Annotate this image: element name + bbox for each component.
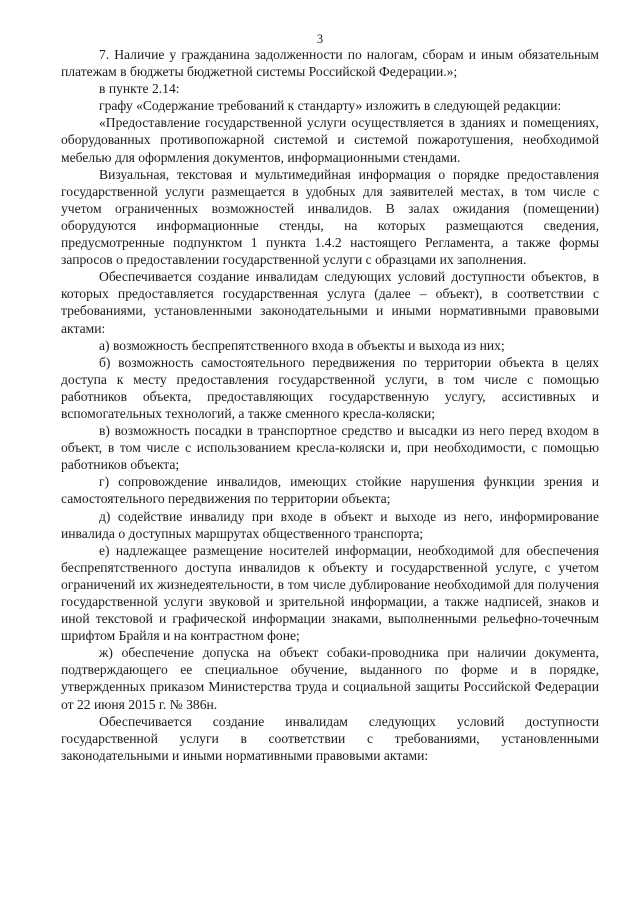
list-item-g: г) сопровождение инвалидов, имеющих стойкие нарушения функции зрения и самостоятельного передвижения по территории объекта; <box>61 474 599 507</box>
list-item-b: б) возможность самостоятельного передвижения по территории объекта в целях доступа к месту предоставления государственной услуги, в том числе с помощью работников объекта, предоставляющих государственную услугу, ассистивных и вспомогательных технологий, а также сменного кресла-коляски; <box>61 354 599 421</box>
paragraph-information: Визуальная, текстовая и мультимедийная информация о порядке предоставления государственной услуги размещается в удобных для заявителей местах, в том числе с учетом ограниченных возможностей инвалидов. В залах ожидания (помещении) оборудуются информационные стенды, на которых размещаются сведения, предусмотренные подпунктом 1 пункта 1.4.2 настоящего Регламента, а также формы запросов о предоставлении государственной услуги с образцами их заполнения. <box>61 166 599 268</box>
paragraph-accessibility-service: Обеспечивается создание инвалидам следующих условий доступности государственной услуги в соответствии с требованиями, установленными законодательными и иными нормативными правовыми актами: <box>61 713 599 763</box>
page-number: 3 <box>316 32 324 46</box>
paragraph-premises: «Предоставление государственной услуги осуществляется в зданиях и помещениях, оборудованных противопожарной системой и системой пожаротушения, необходимой мебелью для оформления документов, информационными стендами. <box>61 115 599 165</box>
paragraph-standard-requirements: графу «Содержание требований к стандарту» изложить в следующей редакции: <box>99 98 562 114</box>
list-item-a: а) возможность беспрепятственного входа в объекты и выхода из них; <box>99 337 505 353</box>
list-item-e: е) надлежащее размещение носителей информации, необходимой для обеспечения беспрепятственного доступа инвалидов к объекту и государственной услуге, с учетом ограничений их жизнедеятельности, в том числе дублирование необходимой для получения государственной услуги звуковой и зрительной информации, а также надписей, знаков и иной текстовой и графической информации знаками, выполненными рельефно-точечным шрифтом Брайля и на контрастном фоне; <box>61 542 599 644</box>
list-item-zh: ж) обеспечение допуска на объект собаки-проводника при наличии документа, подтверждающего ее специальное обучение, выданного по форме и в порядке, утвержденных приказом Министерства труда и социальной защиты Российской Федерации от 22 июня 2015 г. № 386н. <box>61 645 599 712</box>
document-body <box>61 46 599 764</box>
paragraph-clause-2-14: в пункте 2.14: <box>99 81 180 97</box>
list-item-v: в) возможность посадки в транспортное средство и высадки из него перед входом в объект, в том числе с использованием кресла-коляски и, при необходимости, с помощью работников объекта; <box>61 423 599 473</box>
list-item-d: д) содействие инвалиду при входе в объект и выходе из него, информирование инвалида о доступных маршрутах общественного транспорта; <box>61 508 599 541</box>
paragraph-debt-clause: 7. Наличие у гражданина задолженности по налогам, сборам и иным обязательным платежам в бюджеты бюджетной системы Российской Федерации.»; <box>61 47 599 80</box>
paragraph-accessibility-objects: Обеспечивается создание инвалидам следующих условий доступности объектов, в которых предоставляется государственная услуга (далее – объект), в соответствии с требованиями, установленными законодательными и иными нормативными правовыми актами: <box>61 269 599 336</box>
